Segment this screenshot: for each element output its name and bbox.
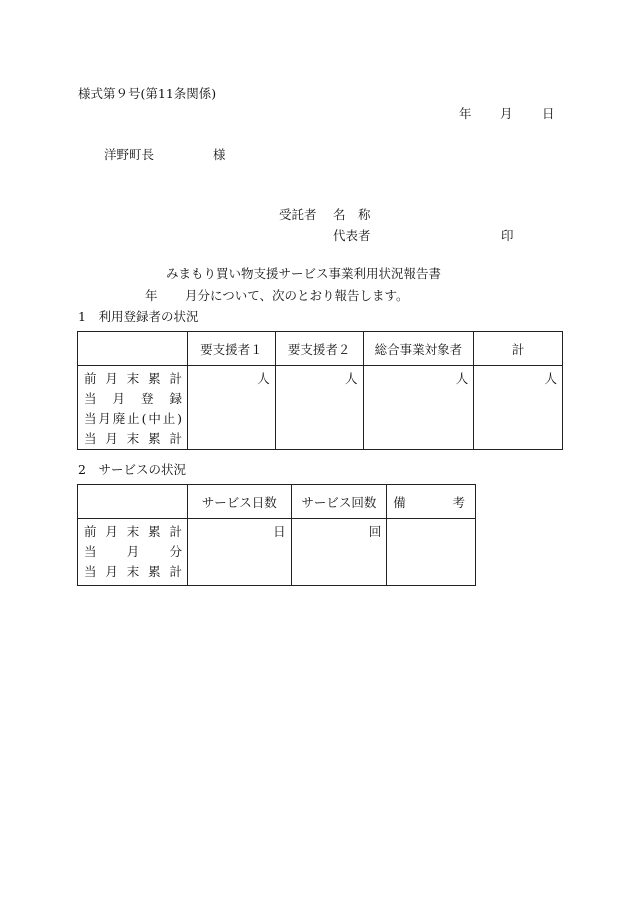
row-label: 前月末累計 [84, 524, 182, 539]
unit-label: 人 [345, 371, 358, 386]
remarks-header [387, 485, 476, 519]
form-number: 様式第９号(第11条関係) [78, 86, 217, 101]
date-day: 日 [542, 106, 555, 121]
unit-label: 回 [368, 524, 382, 539]
contractor-label: 受託者 [279, 207, 317, 222]
contractor-rep-label: 代表者 [333, 228, 371, 243]
addressee-name: 洋野町長 [104, 147, 155, 162]
row-label: 当月末累計 [84, 564, 182, 579]
corner-cell [78, 485, 188, 519]
value-cell [474, 366, 563, 450]
col-header: 要支援者２ [275, 332, 363, 366]
intro-text: 月分について、次のとおり報告します。 [185, 288, 409, 303]
value-cell [188, 366, 276, 450]
row-label: 前月末累計 [84, 371, 182, 386]
value-cell [275, 366, 363, 450]
row-labels [78, 519, 188, 586]
value-cell [291, 519, 387, 586]
contractor-name-label: 名 称 [333, 207, 371, 222]
remarks-char: 備 [393, 494, 406, 510]
remarks-cell [387, 519, 476, 586]
unit-label: 人 [257, 371, 270, 386]
date-month: 月 [500, 106, 513, 121]
row-label: 当月登録 [84, 391, 182, 406]
row-label: 当月末累計 [84, 431, 182, 446]
registration-table [77, 331, 563, 450]
unit-label: 人 [544, 371, 557, 386]
remarks-char: 考 [452, 494, 465, 510]
value-cell [188, 519, 292, 586]
seal-mark: 印 [501, 228, 514, 243]
col-header: 計 [474, 332, 563, 366]
addressee-honorific: 様 [213, 147, 226, 162]
col-header: サービス回数 [291, 485, 387, 519]
value-cell [363, 366, 474, 450]
section2-heading: 2 サービスの状況 [78, 462, 186, 477]
corner-cell [78, 332, 188, 366]
row-labels [78, 366, 188, 450]
date-year: 年 [459, 106, 472, 121]
col-header: 総合事業対象者 [363, 332, 474, 366]
document-title: みまもり買い物支援サービス事業利用状況報告書 [166, 266, 442, 281]
section1-heading: 1 利用登録者の状況 [78, 309, 199, 324]
col-header: 要支援者１ [188, 332, 276, 366]
service-table [77, 484, 476, 586]
unit-label: 日 [273, 524, 286, 539]
intro-year: 年 [145, 288, 158, 303]
row-label: 当月廃止(中止) [84, 411, 182, 426]
row-label: 当月分 [84, 544, 182, 559]
unit-label: 人 [455, 371, 469, 386]
col-header: サービス日数 [188, 485, 292, 519]
